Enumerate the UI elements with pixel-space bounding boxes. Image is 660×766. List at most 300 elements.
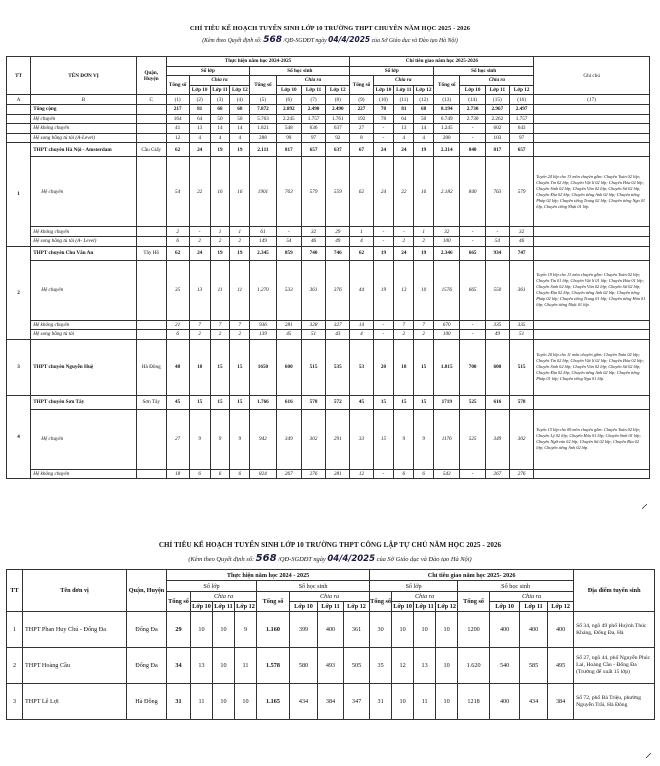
value-cell: 859 bbox=[276, 246, 301, 260]
value-cell: 9 bbox=[414, 409, 434, 469]
empty-cell bbox=[7, 133, 31, 143]
value-cell: 495 bbox=[548, 648, 574, 684]
value-cell: 10 bbox=[213, 684, 235, 720]
value-cell: 9 bbox=[394, 409, 414, 469]
grade12-header: Lớp 12 bbox=[326, 85, 350, 95]
value-cell: 149 bbox=[250, 236, 276, 246]
value-cell: 1650 bbox=[250, 339, 276, 395]
sub-row bbox=[7, 227, 650, 237]
index-cell: (17) bbox=[534, 95, 650, 105]
grade10-header: Lớp 10 bbox=[276, 85, 301, 95]
index-cell: (10) bbox=[373, 95, 394, 105]
grade12-header: Lớp 12 bbox=[344, 602, 370, 612]
target-header: Chỉ tiêu giao năm học 2025- 2026 bbox=[370, 570, 574, 581]
value-cell: 281 bbox=[326, 469, 350, 479]
doc2-subtitle-mid: /QĐ-SGDĐT ngày bbox=[278, 556, 326, 563]
value-cell: 15 bbox=[414, 395, 434, 409]
notes-header: Ghi chú bbox=[534, 57, 650, 95]
value-cell: 2 bbox=[414, 236, 434, 246]
value-cell: 19 bbox=[230, 143, 250, 157]
value-cell: 68 bbox=[210, 104, 230, 114]
value-cell: 572 bbox=[326, 395, 350, 409]
value-cell: 840 bbox=[460, 143, 485, 157]
value-cell: 18 bbox=[166, 469, 189, 479]
value-cell: 384 bbox=[548, 684, 574, 720]
value-cell: 15 bbox=[210, 339, 230, 395]
value-cell: 740 bbox=[301, 246, 325, 260]
value-cell: 41 bbox=[166, 124, 189, 134]
index-cell: (2) bbox=[189, 95, 210, 105]
empty-cell bbox=[534, 246, 650, 260]
value-cell: 335 bbox=[509, 320, 533, 330]
value-cell: 11 bbox=[230, 260, 250, 320]
value-cell: 2.245 bbox=[276, 114, 301, 124]
empty-cell bbox=[534, 469, 650, 479]
grade12-header: Lớp 12 bbox=[548, 602, 574, 612]
location-cell: Số 72, phố Bà Triệu, phường Nguyễn Trãi, Hà Đông bbox=[574, 684, 655, 720]
value-cell: 4 bbox=[210, 133, 230, 143]
value-cell: 2.314 bbox=[434, 143, 460, 157]
value-cell: 525 bbox=[460, 395, 485, 409]
value-cell: - bbox=[460, 469, 485, 479]
value-cell: - bbox=[460, 227, 485, 237]
value-cell: 7 bbox=[189, 320, 210, 330]
district-cell: Đống Đa bbox=[127, 648, 167, 684]
value-cell: 81 bbox=[394, 104, 414, 114]
value-cell: 1.620 bbox=[458, 648, 490, 684]
value-cell: 2.262 bbox=[485, 114, 509, 124]
value-cell: 515 bbox=[509, 339, 533, 395]
value-cell: 200 bbox=[434, 133, 460, 143]
empty-cell bbox=[534, 330, 650, 340]
value-cell: 29 bbox=[326, 227, 350, 237]
value-cell: 384 bbox=[318, 684, 344, 720]
value-cell: 543 bbox=[434, 469, 460, 479]
value-cell: 327 bbox=[326, 320, 350, 330]
value-cell: 13 bbox=[189, 260, 210, 320]
value-cell: 32 bbox=[509, 227, 533, 237]
value-cell: 636 bbox=[301, 124, 325, 134]
value-cell: 670 bbox=[434, 320, 460, 330]
empty-cell bbox=[534, 320, 650, 330]
grade12-header: Lớp 12 bbox=[230, 85, 250, 95]
value-cell: 400 bbox=[520, 612, 548, 648]
value-cell: 2.967 bbox=[485, 104, 509, 114]
value-cell: 78 bbox=[373, 104, 394, 114]
value-cell: 62 bbox=[350, 157, 373, 227]
value-cell: 14 bbox=[414, 124, 434, 134]
value-cell: 227 bbox=[350, 104, 373, 114]
value-cell: - bbox=[460, 330, 485, 340]
total-header: Tổng số bbox=[167, 592, 191, 612]
students-header: Số học sinh bbox=[458, 581, 574, 592]
value-cell: 1200 bbox=[458, 612, 490, 648]
index-cell: (15) bbox=[485, 95, 509, 105]
district-header: Quận, Huyện bbox=[127, 570, 167, 612]
value-cell: 6 bbox=[394, 469, 414, 479]
value-cell: 4 bbox=[350, 236, 373, 246]
value-cell: 15 bbox=[394, 395, 414, 409]
split-header: Chia ra bbox=[490, 592, 574, 602]
grade12-header: Lớp 12 bbox=[236, 603, 255, 610]
value-cell: 434 bbox=[290, 684, 318, 720]
value-cell: 2 bbox=[210, 236, 230, 246]
index-cell: (9) bbox=[350, 95, 373, 105]
row-number: 2 bbox=[7, 246, 31, 339]
value-cell: 637 bbox=[326, 124, 350, 134]
students-header: Số học sinh bbox=[434, 66, 534, 76]
grade10-header: Lớp 10 bbox=[192, 603, 211, 610]
value-cell: 2.345 bbox=[250, 246, 276, 260]
value-cell: 64 bbox=[189, 114, 210, 124]
row-label: Hệ chuyên bbox=[31, 409, 137, 469]
value-cell: 267 bbox=[485, 469, 509, 479]
header-row bbox=[7, 570, 655, 581]
value-cell: 24 bbox=[394, 246, 414, 260]
value-cell: 4 bbox=[350, 330, 373, 340]
value-cell: 21 bbox=[166, 320, 189, 330]
index-cell: (13) bbox=[434, 95, 460, 105]
grade10-header: Lớp 10 bbox=[460, 85, 485, 95]
value-cell: 6 bbox=[166, 330, 189, 340]
value-cell: 9 bbox=[235, 612, 257, 648]
value-cell: 2 bbox=[414, 330, 434, 340]
grade11-header: Lớp 11 bbox=[394, 85, 414, 95]
value-cell: 302 bbox=[509, 409, 533, 469]
value-cell: 7.872 bbox=[250, 104, 276, 114]
index-cell: (14) bbox=[460, 95, 485, 105]
value-cell: 637 bbox=[326, 143, 350, 157]
value-cell: 24 bbox=[394, 143, 414, 157]
grade11-header: Lớp 11 bbox=[210, 85, 230, 95]
value-cell: 2.111 bbox=[250, 143, 276, 157]
value-cell: 14 bbox=[210, 124, 230, 134]
value-cell: 2 bbox=[189, 236, 210, 246]
district-cell: Hà Đông bbox=[127, 684, 167, 720]
value-cell: 2.730 bbox=[460, 104, 485, 114]
doc2-subtitle-prefix: (Kèm theo Quyết định số: bbox=[188, 556, 255, 563]
value-cell: 600 bbox=[276, 339, 301, 395]
value-cell: 6 bbox=[189, 469, 210, 479]
value-cell: 2 bbox=[230, 330, 250, 340]
row-label: Hệ chuyên bbox=[31, 157, 137, 227]
value-cell: 51 bbox=[509, 330, 533, 340]
value-cell: 1 bbox=[414, 227, 434, 237]
value-cell: 665 bbox=[460, 246, 485, 260]
value-cell: 15 bbox=[210, 395, 230, 409]
value-cell: 10 bbox=[191, 612, 213, 648]
school-name: THPT Phan Huy Chú - Đống Đa bbox=[23, 612, 127, 648]
value-cell: 49 bbox=[485, 330, 509, 340]
value-cell: 6.749 bbox=[434, 114, 460, 124]
value-cell: 817 bbox=[485, 143, 509, 157]
value-cell: 32 bbox=[301, 227, 325, 237]
value-cell: 16 bbox=[210, 157, 230, 227]
value-cell: 288 bbox=[250, 133, 276, 143]
value-cell: 550 bbox=[485, 260, 509, 320]
value-cell: 19 bbox=[210, 143, 230, 157]
value-cell: 361 bbox=[509, 260, 533, 320]
value-cell: 657 bbox=[301, 143, 325, 157]
school-row bbox=[7, 143, 650, 157]
value-cell: 15 bbox=[373, 409, 394, 469]
value-cell: 1.757 bbox=[509, 114, 533, 124]
grade11-header: Lớp 11 bbox=[301, 85, 325, 95]
value-cell: 103 bbox=[485, 133, 509, 143]
value-cell: 9 bbox=[210, 409, 230, 469]
row-number: 1 bbox=[7, 612, 23, 648]
row-label: Hệ song bằng tú tài (A- Level) bbox=[31, 236, 137, 246]
value-cell: 1.270 bbox=[250, 260, 276, 320]
value-cell: 600 bbox=[485, 339, 509, 395]
value-cell: 1176 bbox=[434, 409, 460, 469]
value-cell: 1 bbox=[230, 227, 250, 237]
value-cell: 1.761 bbox=[326, 114, 350, 124]
value-cell: 8 bbox=[350, 133, 373, 143]
value-cell: 44 bbox=[350, 260, 373, 320]
value-cell: 1719 bbox=[434, 395, 460, 409]
index-cell: (6) bbox=[276, 95, 301, 105]
value-cell: - bbox=[189, 227, 210, 237]
value-cell: 78 bbox=[373, 114, 394, 124]
index-cell: B bbox=[31, 95, 137, 105]
value-cell: - bbox=[373, 469, 394, 479]
value-cell: 10 bbox=[436, 612, 458, 648]
value-cell: 6 bbox=[414, 469, 434, 479]
value-cell: 5.763 bbox=[250, 114, 276, 124]
value-cell: 81 bbox=[189, 104, 210, 114]
value-cell: 763 bbox=[276, 157, 301, 227]
value-cell: 349 bbox=[485, 409, 509, 469]
school-name: THPT chuyên Nguyễn Huệ bbox=[31, 339, 137, 395]
doc2-decision-date: 04/4/2025 bbox=[327, 554, 375, 564]
empty-cell bbox=[534, 143, 650, 157]
value-cell: 559 bbox=[326, 157, 350, 227]
value-cell: 50 bbox=[210, 114, 230, 124]
value-cell: 579 bbox=[301, 157, 325, 227]
value-cell: 817 bbox=[276, 143, 301, 157]
value-cell: 1.160 bbox=[257, 612, 290, 648]
district-cell: Tây Hồ bbox=[136, 246, 166, 260]
signature-mark: ⸝ bbox=[641, 496, 648, 512]
split-header: Chia ra bbox=[373, 76, 434, 86]
value-cell: 13 bbox=[414, 648, 436, 684]
total-header: Tổng số bbox=[370, 592, 392, 612]
sub-row bbox=[7, 469, 650, 479]
value-cell: 942 bbox=[250, 409, 276, 469]
empty-cell bbox=[136, 124, 166, 134]
empty-cell bbox=[136, 409, 166, 469]
value-cell: 29 bbox=[167, 612, 191, 648]
index-cell: (16) bbox=[509, 95, 533, 105]
value-cell: 12 bbox=[392, 648, 414, 684]
value-cell: 361 bbox=[301, 260, 325, 320]
tt-header: TT bbox=[7, 57, 31, 95]
empty-cell bbox=[534, 104, 650, 114]
value-cell: 578 bbox=[509, 395, 533, 409]
note-cell: Tuyển 15 lớp cho 09 môn chuyên gồm: Chuyên Toán 02 lớp; Chuyên Lý 02 lớp; Chuyên Hóa 01 lớp; Chuyên Sinh 01 lớp; Chuyên Ngữ văn 02 lớp; Chuyên Sử 02 lớp; Chuyên Địa 02 lớp; Chuyên tiếng Anh 02 lớp. bbox=[534, 409, 650, 469]
value-cell: 15 bbox=[189, 395, 210, 409]
value-cell: 400 bbox=[490, 684, 520, 720]
district-header: Quận, Huyện bbox=[136, 57, 166, 95]
signature-mark-2: ⸝ bbox=[645, 745, 652, 761]
value-cell: 493 bbox=[318, 648, 344, 684]
value-cell: 4 bbox=[394, 133, 414, 143]
value-cell: 580 bbox=[290, 648, 318, 684]
value-cell: 99 bbox=[276, 133, 301, 143]
value-cell: 45 bbox=[166, 395, 189, 409]
autonomous-schools-table bbox=[6, 569, 655, 720]
value-cell: 16 bbox=[414, 157, 434, 227]
value-cell: 746 bbox=[326, 246, 350, 260]
value-cell: 53 bbox=[350, 339, 373, 395]
value-cell: 1218 bbox=[458, 684, 490, 720]
value-cell: 50 bbox=[414, 114, 434, 124]
value-cell: 67 bbox=[350, 143, 373, 157]
grade12-header: Lớp 12 bbox=[437, 603, 456, 610]
value-cell: 35 bbox=[370, 648, 392, 684]
school-name: THPT chuyên Hà Nội - Amsterdam bbox=[31, 143, 137, 157]
value-cell: 54 bbox=[485, 236, 509, 246]
value-cell: 22 bbox=[189, 157, 210, 227]
sub-row bbox=[7, 409, 650, 469]
value-cell: 400 bbox=[490, 612, 520, 648]
empty-cell bbox=[136, 469, 166, 479]
value-cell: 22 bbox=[394, 157, 414, 227]
empty-cell bbox=[136, 236, 166, 246]
value-cell: 578 bbox=[301, 395, 325, 409]
value-cell: 32 bbox=[434, 227, 460, 237]
value-cell: 10 bbox=[235, 684, 257, 720]
value-cell: 97 bbox=[509, 133, 533, 143]
empty-cell bbox=[534, 227, 650, 237]
value-cell: 10 bbox=[213, 648, 235, 684]
value-cell: 24 bbox=[189, 246, 210, 260]
unit-header: TÊN ĐƠN VỊ bbox=[31, 57, 137, 95]
value-cell: 139 bbox=[250, 330, 276, 340]
value-cell: 12 bbox=[350, 469, 373, 479]
grade10-header: Lớp 10 bbox=[290, 602, 318, 612]
value-cell: 19 bbox=[373, 260, 394, 320]
value-cell: 400 bbox=[548, 612, 574, 648]
value-cell: 11 bbox=[235, 648, 257, 684]
value-cell: - bbox=[460, 124, 485, 134]
value-cell: 11 bbox=[191, 684, 213, 720]
value-cell: - bbox=[460, 236, 485, 246]
value-cell: 548 bbox=[276, 124, 301, 134]
value-cell: 1901 bbox=[250, 157, 276, 227]
value-cell: 6 bbox=[210, 469, 230, 479]
value-cell: 533 bbox=[276, 260, 301, 320]
district-cell: Hà Đông bbox=[136, 339, 166, 395]
value-cell: 100 bbox=[434, 236, 460, 246]
value-cell: 164 bbox=[166, 114, 189, 124]
value-cell: 7 bbox=[210, 320, 230, 330]
value-cell: 15 bbox=[230, 395, 250, 409]
value-cell: 31 bbox=[370, 684, 392, 720]
empty-cell bbox=[136, 227, 166, 237]
value-cell: 19 bbox=[414, 246, 434, 260]
value-cell: 30 bbox=[370, 612, 392, 648]
index-cell: (7) bbox=[301, 95, 325, 105]
classes-header: Số lớp bbox=[167, 581, 257, 592]
value-cell: 27 bbox=[166, 409, 189, 469]
value-cell: 525 bbox=[460, 409, 485, 469]
classes-header: Số lớp bbox=[370, 581, 458, 592]
empty-cell bbox=[534, 395, 650, 409]
value-cell: 1.821 bbox=[250, 124, 276, 134]
summary-row bbox=[7, 104, 650, 114]
grade10-header: Lớp 10 bbox=[490, 602, 520, 612]
value-cell: 13 bbox=[189, 124, 210, 134]
value-cell: 54 bbox=[276, 236, 301, 246]
value-cell: 2 bbox=[189, 330, 210, 340]
total-header: Tổng số bbox=[166, 76, 189, 95]
school-row bbox=[7, 339, 650, 395]
value-cell: 2.490 bbox=[301, 104, 325, 114]
school-name: THPT Hoàng Cầu bbox=[23, 648, 127, 684]
doc2-subtitle-suffix: của Sở Giáo dục và Đào tạo Hà Nội) bbox=[376, 556, 472, 563]
value-cell: 24 bbox=[373, 143, 394, 157]
row-label: Hệ song bằng tú tài bbox=[31, 330, 137, 340]
value-cell: 2 bbox=[394, 236, 414, 246]
split-header: Chia ra bbox=[290, 592, 370, 602]
index-cell: (1) bbox=[166, 95, 189, 105]
value-cell: 267 bbox=[276, 469, 301, 479]
value-cell: 505 bbox=[344, 648, 370, 684]
value-cell: 68 bbox=[230, 104, 250, 114]
value-cell: 18 bbox=[394, 339, 414, 395]
tt-header: TT bbox=[7, 570, 23, 612]
value-cell: 2.892 bbox=[276, 104, 301, 114]
value-cell: 936 bbox=[250, 320, 276, 330]
total-header: Tổng số bbox=[458, 592, 490, 612]
value-cell: 328 bbox=[301, 320, 325, 330]
value-cell: 302 bbox=[301, 409, 325, 469]
grade11-header: Lớp 11 bbox=[415, 603, 434, 610]
empty-cell bbox=[136, 114, 166, 124]
value-cell: 616 bbox=[485, 395, 509, 409]
value-cell: 657 bbox=[509, 143, 533, 157]
value-cell: 7 bbox=[394, 320, 414, 330]
doc1-title: CHỈ TIÊU KẾ HOẠCH TUYỂN SINH LỚP 10 TRƯỜNG THPT CHUYÊN NĂM HỌC 2025 - 2026 bbox=[189, 25, 471, 32]
row-label: Hệ không chuyên bbox=[31, 124, 137, 134]
value-cell: 16 bbox=[230, 157, 250, 227]
header-row bbox=[7, 57, 650, 67]
value-cell: 10 bbox=[392, 684, 414, 720]
value-cell: 347 bbox=[344, 684, 370, 720]
value-cell: 7 bbox=[230, 320, 250, 330]
classes-header: Số lớp bbox=[166, 66, 250, 76]
school-row bbox=[7, 648, 655, 684]
value-cell: 335 bbox=[485, 320, 509, 330]
school-name: THPT Lê Lợi bbox=[23, 684, 127, 720]
school-row bbox=[7, 395, 650, 409]
value-cell: 665 bbox=[460, 260, 485, 320]
index-row bbox=[7, 95, 650, 105]
target-header: Chỉ tiêu giao năm học 2025-2026 bbox=[350, 57, 534, 67]
value-cell: 13 bbox=[191, 648, 213, 684]
index-cell: C bbox=[136, 95, 166, 105]
value-cell: 4 bbox=[414, 133, 434, 143]
value-cell: - bbox=[373, 320, 394, 330]
empty-cell bbox=[534, 124, 650, 134]
note-cell: Tuyển 20 lớp cho 11 môn chuyên gồm: Chuyên Toán 02 lớp; Chuyên Tin 02 lớp; Chuyên Vật lí 02 lớp; Chuyên Hóa 02 lớp; Chuyên Sinh 02 lớp; Chuyên Văn 02 lớp; Chuyên Sử 02 lớp; Chuyên Địa 02 lớp; Chuyên tiếng Anh 02 lớp; Chuyên tiếng Pháp 01 lớp; Chuyên tiếng Nga 01 lớp. bbox=[534, 339, 650, 395]
value-cell: 92 bbox=[326, 133, 350, 143]
value-cell: 579 bbox=[509, 157, 533, 227]
row-label: Tổng cộng bbox=[31, 104, 137, 114]
value-cell: 2 bbox=[230, 236, 250, 246]
